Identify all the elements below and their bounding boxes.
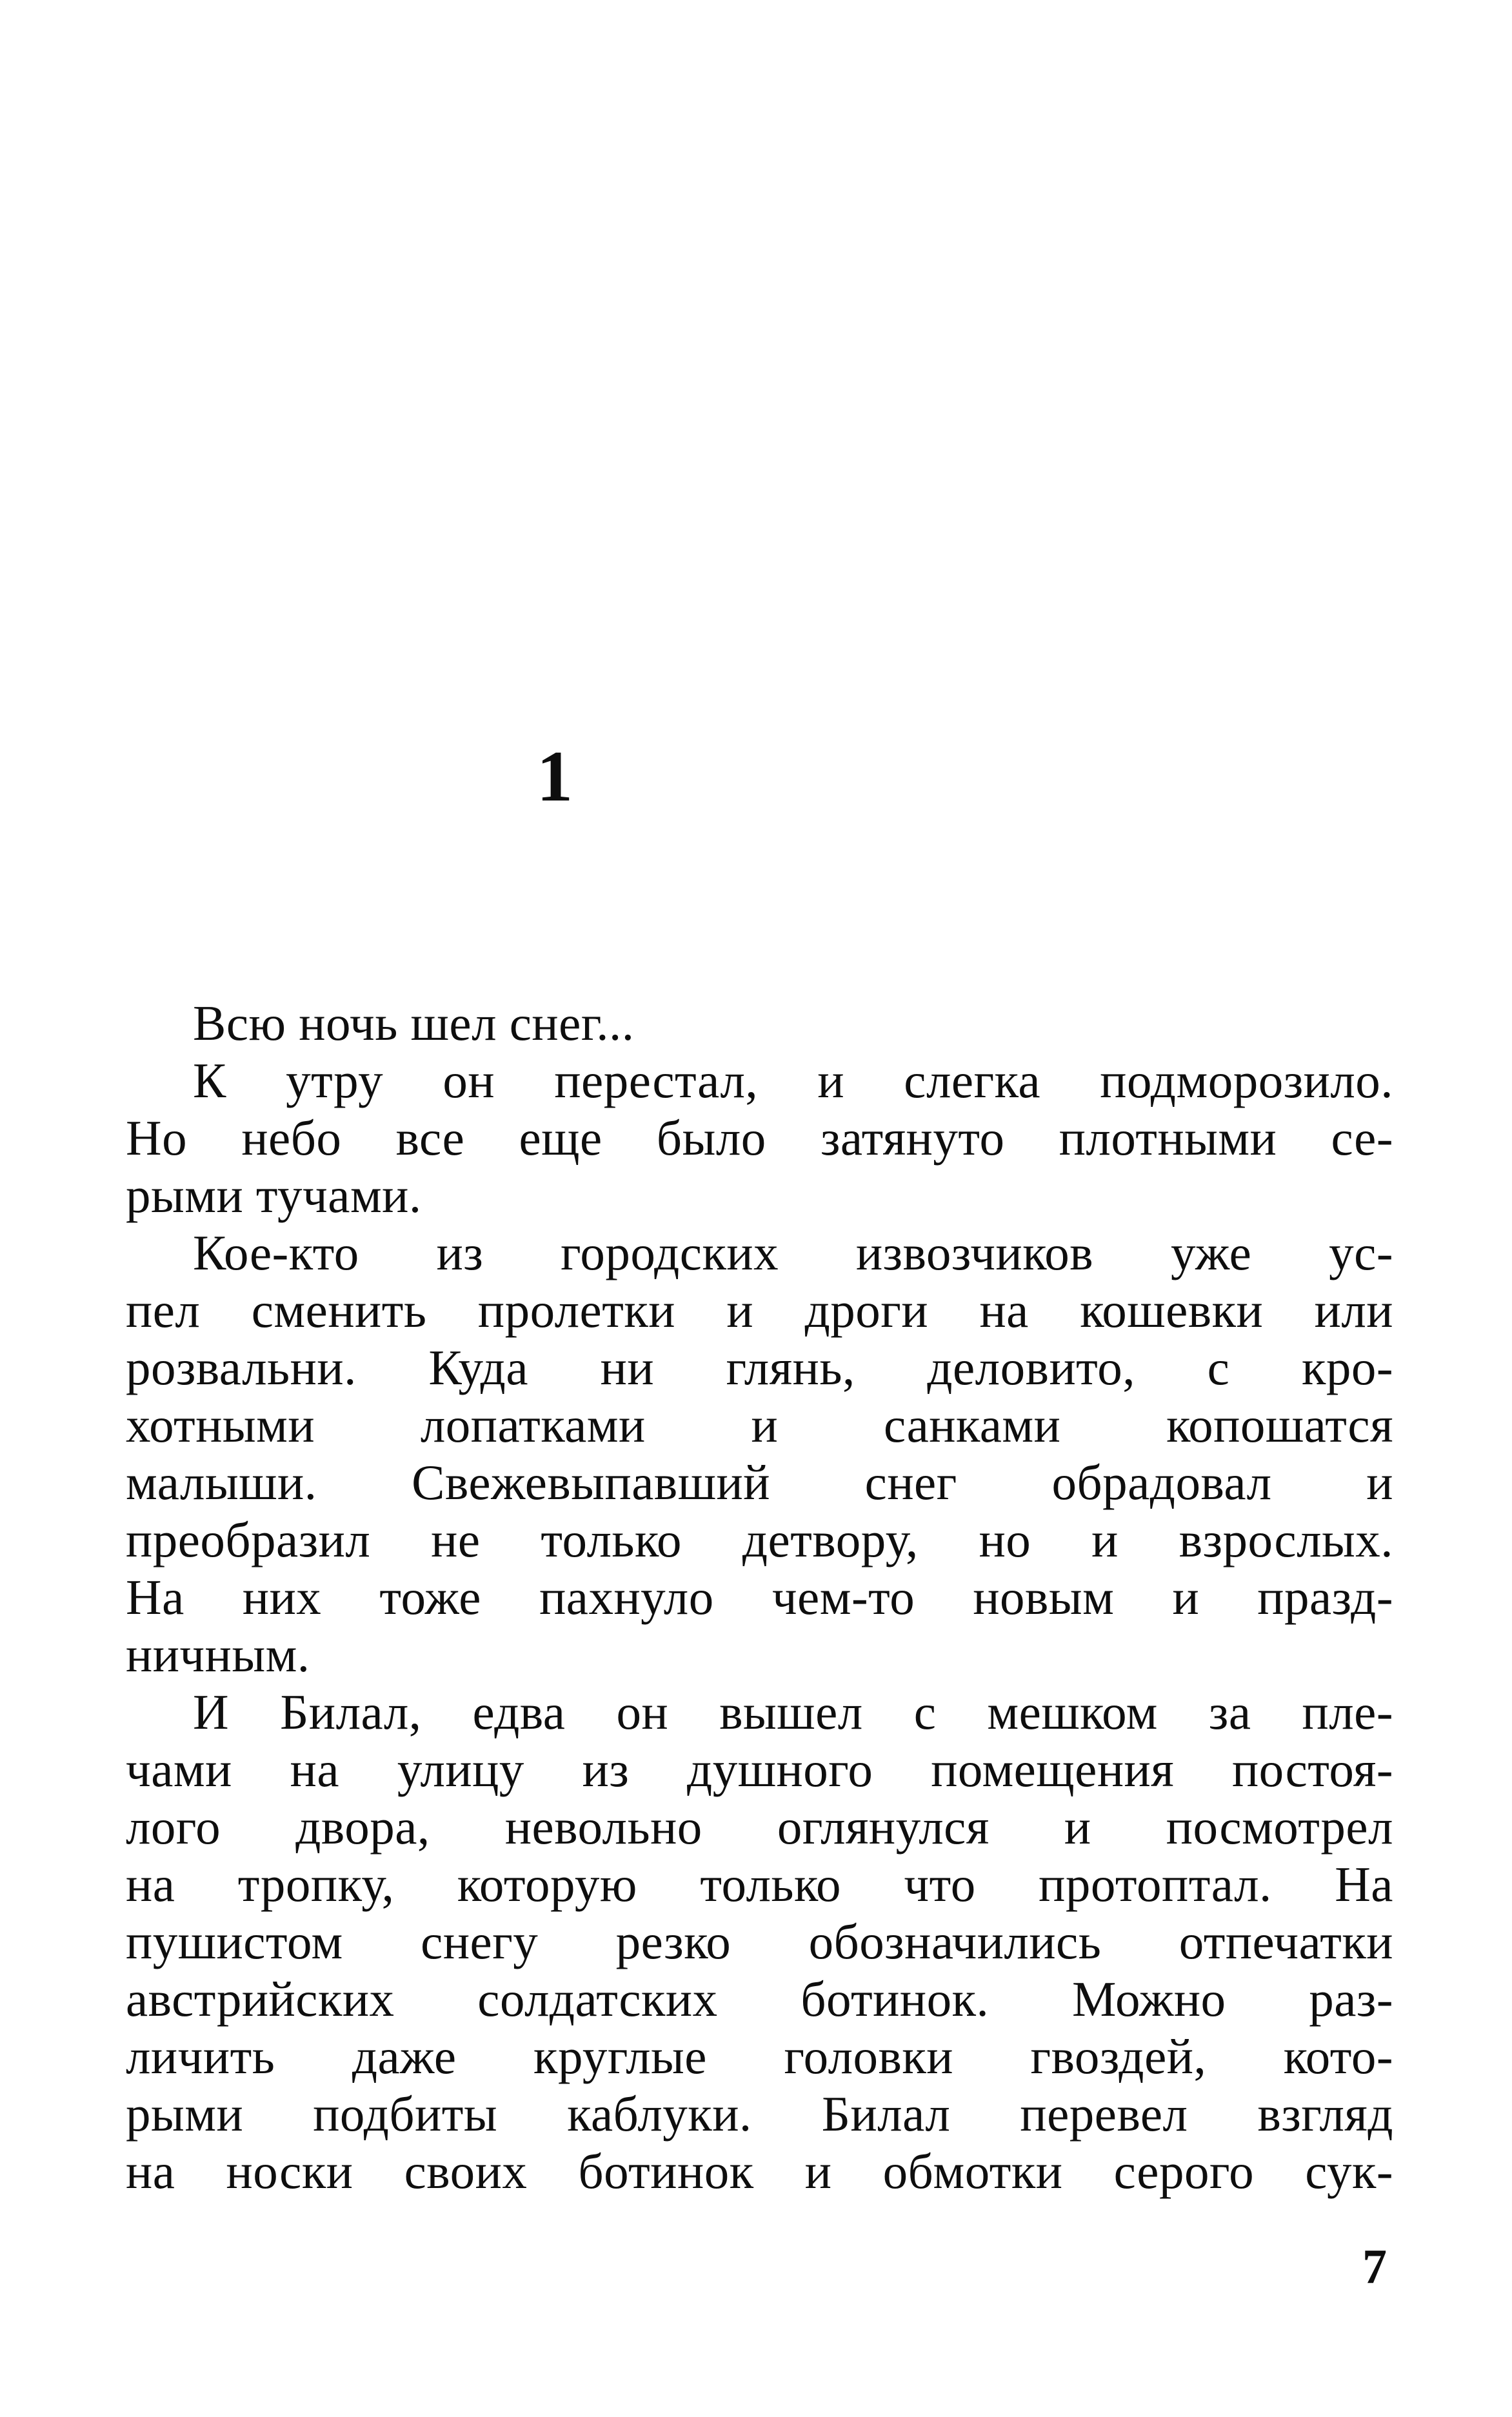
text-line: К утру он перестал, и слегка подморозило.: [193, 1053, 1393, 1108]
text-line: рыми тучами.: [126, 1168, 422, 1223]
text-line: На них тоже пахнуло чем-то новым и празд-: [126, 1569, 1393, 1625]
text-line: чами на улицу из душного помещения постоя-: [126, 1742, 1393, 1797]
text-line: Но небо все еще было затянуто плотными се-: [126, 1110, 1393, 1166]
text-line: преобразил не только детвору, но и взрослых.: [126, 1512, 1393, 1567]
text-line: Всю ночь шел снег...: [193, 995, 635, 1051]
text-line: И Билал, едва он вышел с мешком за пле-: [193, 1684, 1393, 1740]
body-text-block: [126, 995, 1393, 2200]
text-line: на тропку, которую только что протоптал. На: [126, 1856, 1393, 1912]
text-line: пел сменить пролетки и дроги на кошевки или: [126, 1282, 1393, 1338]
text-line: личить даже круглые головки гвоздей, кото-: [126, 2029, 1393, 2084]
chapter-number-heading: 1: [537, 737, 573, 817]
text-line: австрийских солдатских ботинок. Можно раз-: [126, 1971, 1393, 2027]
page-number: 7: [1362, 2240, 1387, 2294]
text-line: малыши. Свежевыпавший снег обрадовал и: [126, 1455, 1393, 1510]
text-line: пушистом снегу резко обозначились отпечатки: [126, 1914, 1393, 1969]
text-line: на носки своих ботинок и обмотки серого сук-: [126, 2143, 1393, 2199]
text-line: ничным.: [126, 1627, 310, 1682]
text-line: розвальни. Куда ни глянь, деловито, с кро-: [126, 1340, 1393, 1395]
text-line: рыми подбиты каблуки. Билал перевел взгляд: [126, 2086, 1393, 2142]
text-line: лого двора, невольно оглянулся и посмотрел: [126, 1799, 1393, 1855]
text-line: Кое-кто из городских извозчиков уже ус-: [193, 1225, 1393, 1280]
text-line: хотными лопатками и санками копошатся: [126, 1397, 1393, 1453]
